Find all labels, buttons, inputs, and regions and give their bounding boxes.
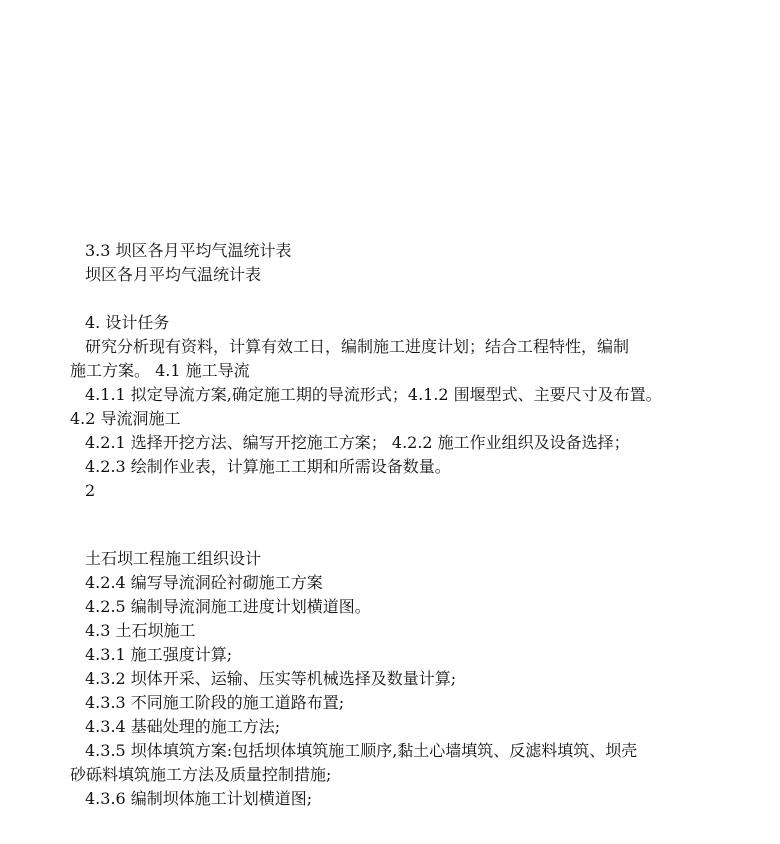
running-header: 土石坝工程施工组织设计 [85,549,262,568]
table-title: 坝区各月平均气温统计表 [85,265,262,284]
paragraph-line: 砂砾料填筑施工方法及质量控制措施; [70,765,332,784]
paragraph-line: 4.3.1 施工强度计算; [85,645,233,664]
paragraph-line: 4.2.5 编制导流洞施工进度计划横道图。 [85,597,371,616]
paragraph-line: 4.3.5 坝体填筑方案:包括坝体填筑施工顺序,黏土心墙填筑、反滤料填筑、坝壳 [85,741,638,760]
paragraph-line: 研究分析现有资料，计算有效工日，编制施工进度计划；结合工程特性，编制 [85,337,630,356]
paragraph-line: 4.2.3 绘制作业表，计算施工工期和所需设备数量。 [85,457,451,476]
paragraph-line: 4.3.3 不同施工阶段的施工道路布置; [85,693,345,712]
paragraph-line: 4.3.2 坝体开采、运输、压实等机械选择及数量计算; [85,669,457,688]
paragraph-line: 4.1.1 拟定导流方案,确定施工期的导流形式；4.1.2 围堰型式、主要尺寸及布置。 [85,385,662,404]
section-heading-4-3: 4.3 土石坝施工 [85,621,196,640]
paragraph-line: 4.2.1 选择开挖方法、编写开挖施工方案； 4.2.2 施工作业组织及设备选择； [85,433,630,452]
section-heading-4-2: 4.2 导流洞施工 [70,409,181,428]
section-heading-3-3: 3.3 坝区各月平均气温统计表 [85,241,292,260]
section-heading-4: 4. 设计任务 [85,313,170,332]
paragraph-line: 4.3.6 编制坝体施工计划横道图; [85,789,313,808]
paragraph-line: 施工方案。 4.1 施工导流 [70,361,250,380]
paragraph-line: 4.3.4 基础处理的施工方法; [85,717,281,736]
page-number: 2 [85,481,96,500]
paragraph-line: 4.2.4 编写导流洞砼衬砌施工方案 [85,573,323,592]
